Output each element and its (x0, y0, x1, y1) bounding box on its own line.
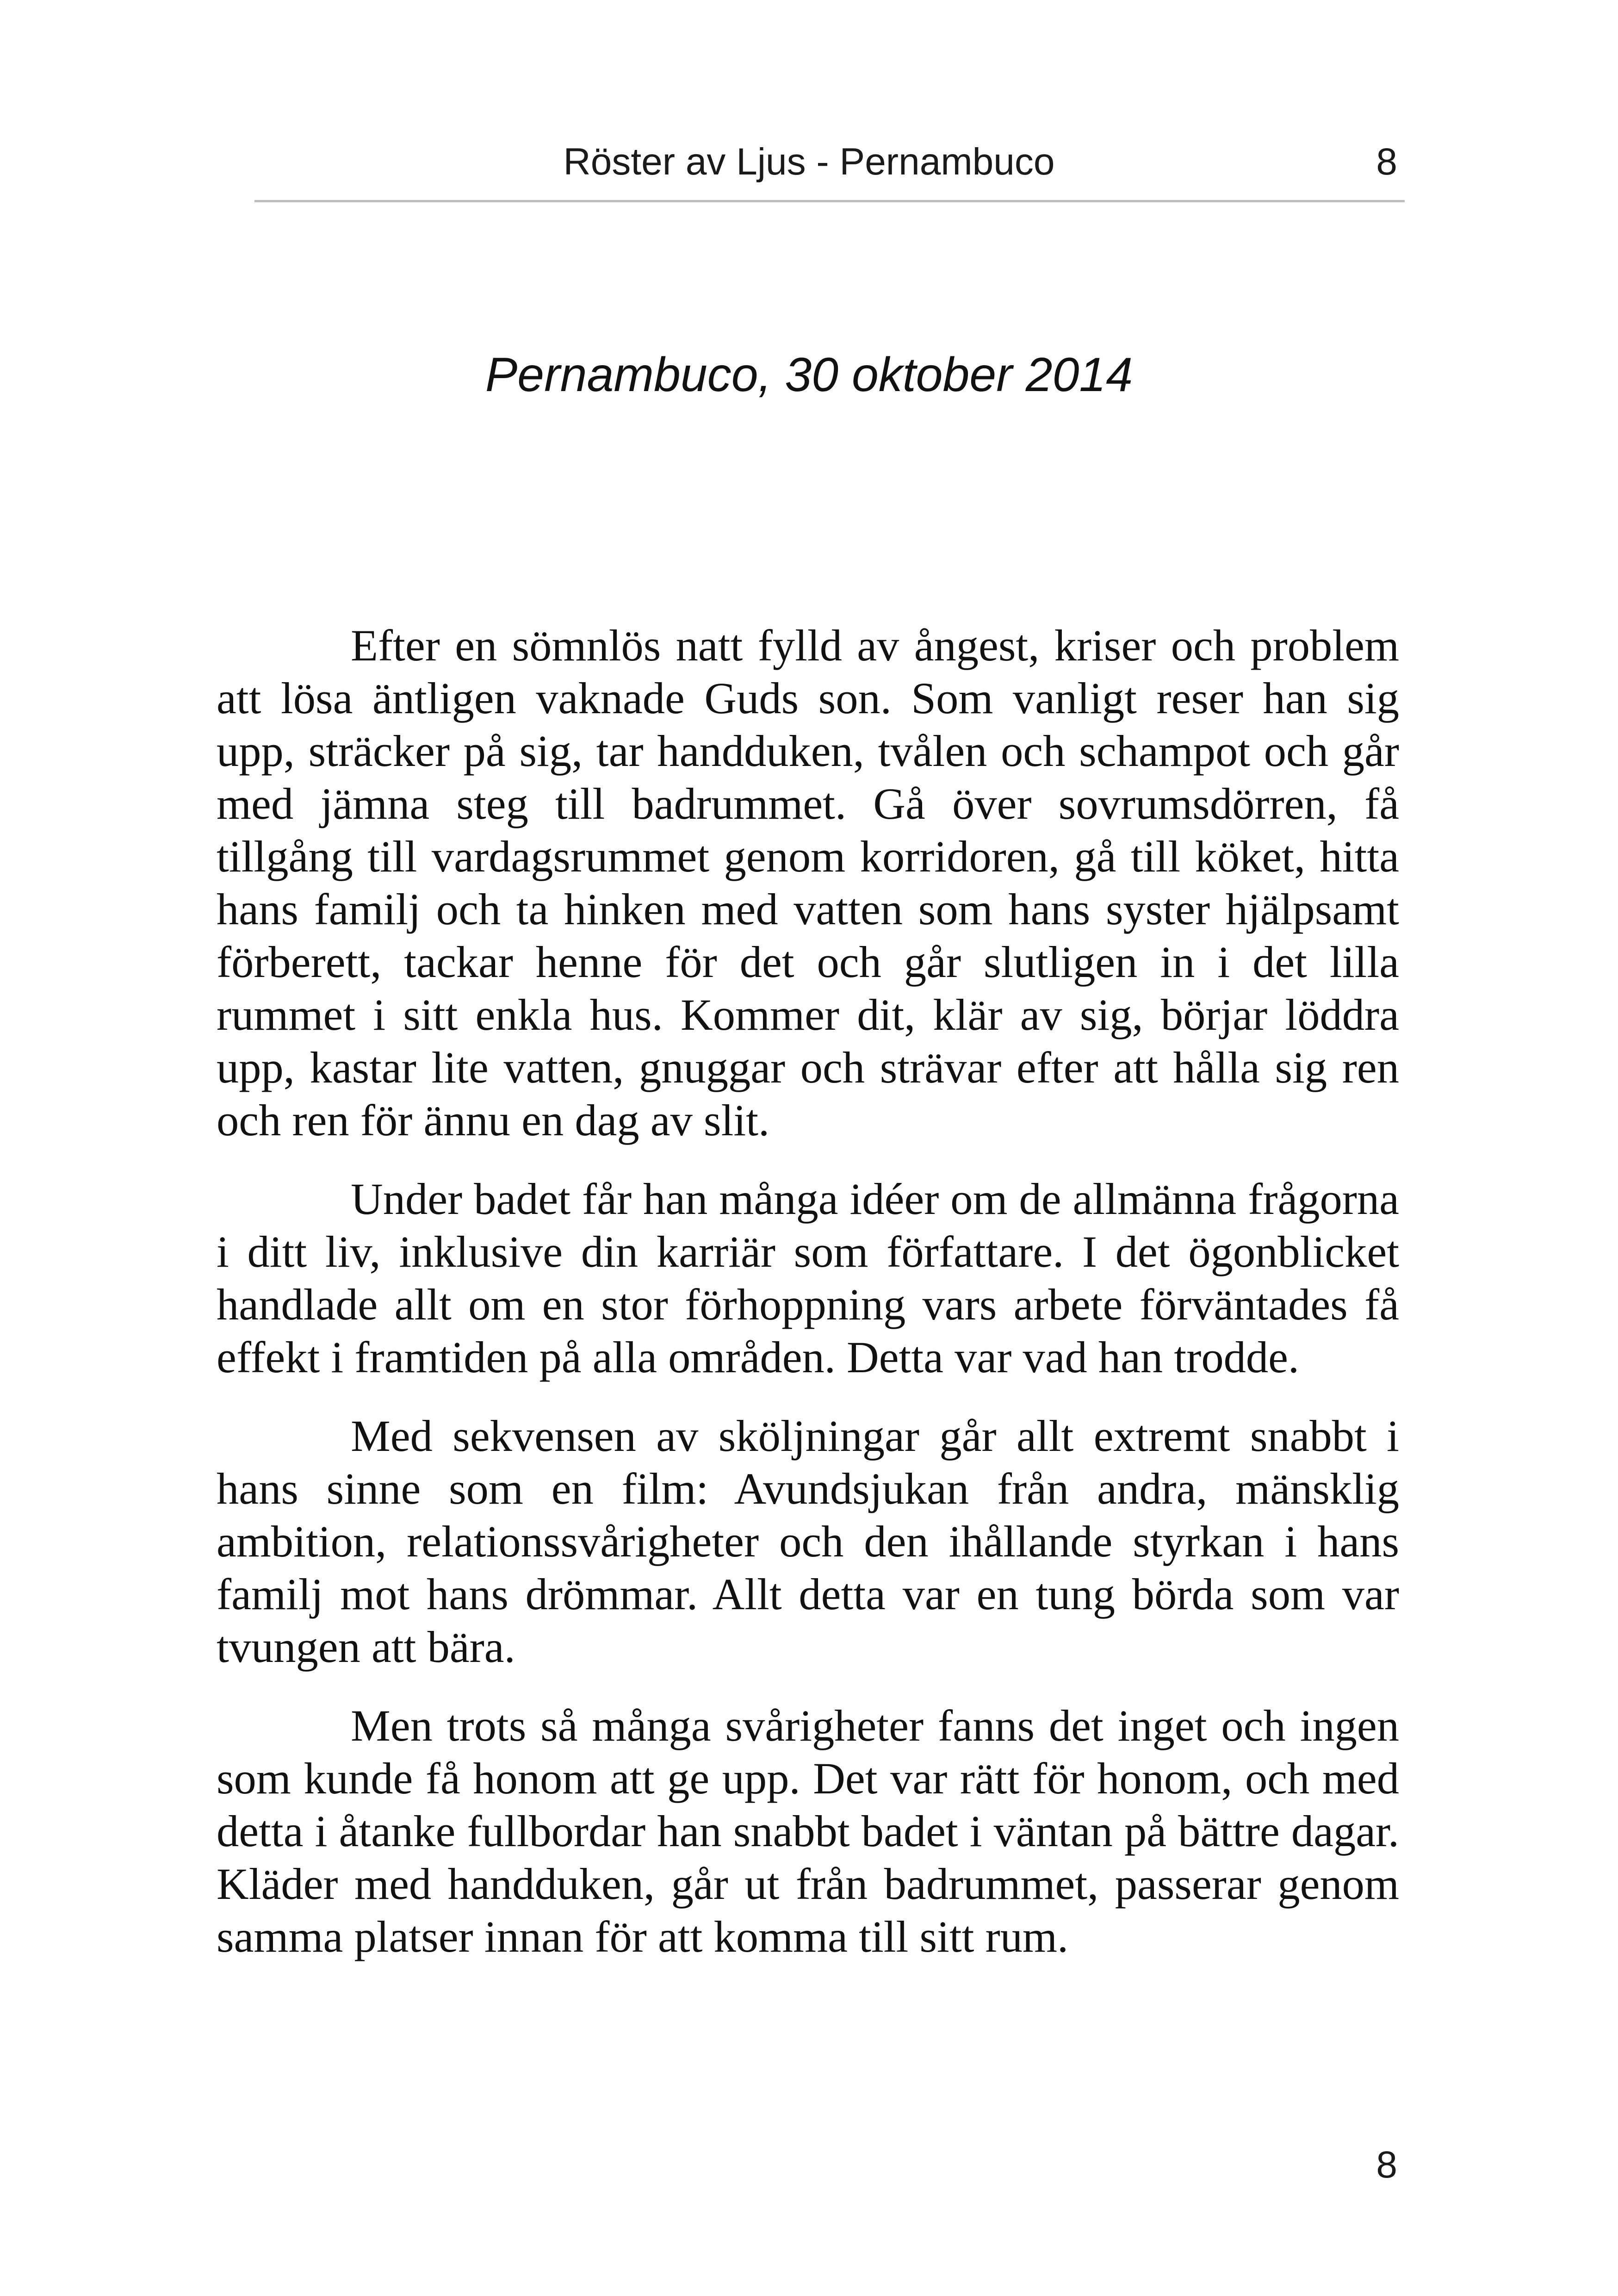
chapter-heading: Pernambuco, 30 oktober 2014 (485, 348, 1133, 402)
paragraph: Med sekvensen av sköljningar går allt extremt snabbt i hans sinne som en film: Avundsjukan från andra, mänsklig ambition, relationssvårigheter och den ihållande styrkan i hans familj mot hans drömmar. Allt detta var en tung börda som var tvungen att bära. (217, 1411, 1399, 1672)
header-page-number: 8 (1376, 141, 1397, 183)
paragraph: Men trots så många svårigheter fanns det inget och ingen som kunde få honom att ge upp. Det var rätt för honom, och med detta i åtanke fullbordar han snabbt badet i väntan på bättre dagar. Kläder med handduken, går ut från badrummet, passerar genom samma platser innan för att komma till sitt rum. (217, 1701, 1399, 1961)
header-divider (254, 200, 1405, 202)
paragraph: Under badet får han många idéer om de allmänna frågorna i ditt liv, inklusive din karriär som författare. I det ögonblicket handlade allt om en stor förhoppning vars arbete förväntades få effekt i framtiden på alla områden. Detta var vad han trodde. (217, 1174, 1399, 1382)
body-text (217, 619, 1399, 1989)
running-header-title: Röster av Ljus - Pernambuco (563, 141, 1055, 183)
paragraph: Efter en sömnlös natt fylld av ångest, kriser och problem att lösa äntligen vaknade Guds son. Som vanligt reser han sig upp, sträcker på sig, tar handduken, tvålen och schampot och går med jämna steg till badrummet. Gå över sovrumsdörren, få tillgång till vardagsrummet genom korridoren, gå till köket, hitta hans familj och ta hinken med vatten som hans syster hjälpsamt förberett, tackar henne för det och går slutligen in i det lilla rummet i sitt enkla hus. Kommer dit, klär av sig, börjar löddra upp, kastar lite vatten, gnuggar och strävar efter att hålla sig ren och ren för ännu en dag av slit. (217, 621, 1399, 1145)
footer-page-number: 8 (1376, 2144, 1397, 2186)
